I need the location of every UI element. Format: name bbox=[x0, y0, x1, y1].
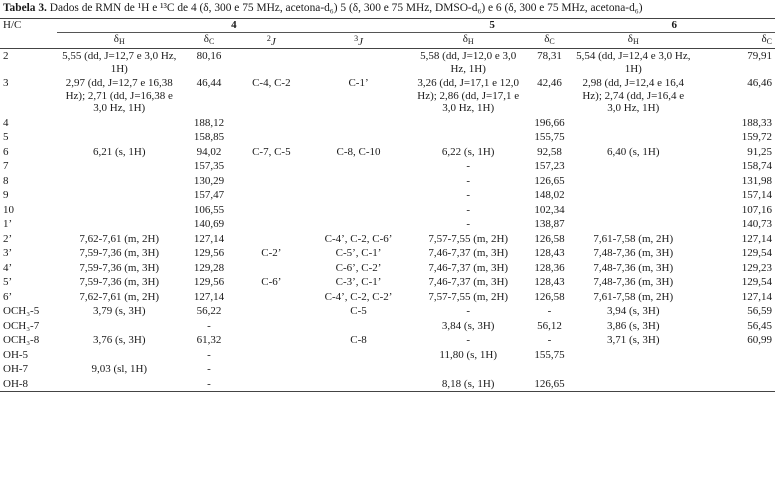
dh-4-cell: 7,59-7,36 (m, 3H) bbox=[79, 261, 160, 274]
j2-cell: C-6’ bbox=[261, 276, 282, 288]
dh-6-cell: 3,86 (s, 3H) bbox=[606, 319, 660, 332]
dc-4-header: $\delta_C$ bbox=[182, 32, 237, 49]
j3-cell bbox=[306, 377, 411, 392]
dh-5-cell: - bbox=[466, 203, 471, 216]
dc-6-cell: 56,45 bbox=[747, 319, 772, 332]
hc-cell: 9 bbox=[3, 189, 9, 201]
dc-6-cell: 129,54 bbox=[741, 276, 772, 288]
dc-5-cell: 42,46 bbox=[537, 77, 562, 89]
table-row bbox=[0, 145, 775, 160]
dh-5-cell: 3,26 (dd, J=17,1 e 12,0 Hz); 2,86 (dd, J=17,1 e 3,0 Hz, 1H) bbox=[417, 77, 520, 114]
dh-5-cell: - bbox=[466, 160, 471, 172]
table-row bbox=[0, 319, 775, 334]
hc-cell: 2 bbox=[3, 50, 9, 62]
dh-4-cell bbox=[57, 159, 182, 174]
j2-cell: C-4, C-2 bbox=[252, 77, 291, 89]
j3-cell: C-3’, C-1’ bbox=[335, 276, 382, 288]
dc-5-cell: - bbox=[547, 305, 552, 317]
dh-5-cell: 6,22 (s, 1H) bbox=[441, 145, 495, 158]
hc-cell: 8 bbox=[3, 174, 9, 187]
dc-6-cell: 46,46 bbox=[747, 77, 772, 89]
dc-5-cell: 157,23 bbox=[534, 160, 565, 172]
dh-4-cell bbox=[57, 188, 182, 203]
dc-6-cell: 140,73 bbox=[741, 218, 772, 230]
j3-cell bbox=[306, 174, 411, 189]
j2-cell bbox=[236, 304, 306, 319]
compound-5-header: 5 bbox=[411, 19, 574, 33]
j2-header: $^2$J bbox=[236, 32, 306, 49]
dc-4-cell: - bbox=[207, 363, 211, 375]
dh-6-cell: 5,54 (dd, J=12,4 e 3,0 Hz, 1H) bbox=[576, 50, 691, 75]
table-row bbox=[0, 203, 775, 218]
j3-cell: C-8 bbox=[350, 334, 367, 346]
dh-4-cell: 3,76 (s, 3H) bbox=[92, 334, 146, 346]
dh-5-cell: 8,18 (s, 1H) bbox=[411, 377, 526, 392]
dc-6-cell: 60,99 bbox=[747, 334, 772, 346]
dc-6-cell: 107,16 bbox=[741, 203, 772, 216]
dc-5-cell: 56,12 bbox=[537, 319, 562, 332]
hc-cell: OH-7 bbox=[3, 363, 29, 375]
dc-6-cell: 158,74 bbox=[741, 160, 772, 172]
dc-5-cell: 126,58 bbox=[534, 232, 565, 245]
dh-6-header: $\delta_H$ bbox=[573, 32, 693, 49]
hc-cell: OCH₃-5 bbox=[3, 305, 40, 317]
dc-5-cell: 92,58 bbox=[537, 145, 562, 158]
j2-cell bbox=[236, 319, 306, 334]
dc-4-cell: 157,47 bbox=[193, 189, 225, 201]
dc-6-cell: 131,98 bbox=[741, 174, 772, 187]
j3-cell bbox=[306, 49, 411, 77]
dh-5-cell: 11,80 (s, 1H) bbox=[439, 348, 498, 361]
dh-4-cell: 9,03 (sl, 1H) bbox=[91, 363, 148, 375]
dc-4-cell: 188,12 bbox=[193, 116, 225, 129]
j3-cell bbox=[306, 348, 411, 363]
j3-cell bbox=[306, 159, 411, 174]
j3-cell: C-5’, C-1’ bbox=[335, 247, 382, 259]
hc-cell: 3’ bbox=[3, 247, 13, 259]
table-row bbox=[0, 348, 775, 363]
dh-4-cell bbox=[57, 130, 182, 145]
dc-6-cell: 129,23 bbox=[741, 261, 772, 274]
dh-4-cell: 3,79 (s, 3H) bbox=[92, 305, 146, 317]
j2-cell bbox=[236, 116, 306, 131]
dh-6-cell: 7,61-7,58 (m, 2H) bbox=[593, 290, 674, 303]
table-row bbox=[0, 232, 775, 247]
dh-5-cell: 5,58 (dd, J=12,0 e 3,0 Hz, 1H) bbox=[420, 50, 517, 75]
dc-6-cell: 127,14 bbox=[741, 290, 772, 303]
table-row bbox=[0, 49, 775, 77]
dc-4-cell: - bbox=[182, 377, 237, 392]
dh-6-cell bbox=[573, 377, 693, 392]
j2-cell: C-2’ bbox=[261, 247, 282, 259]
hc-cell: 1’ bbox=[3, 218, 13, 230]
table-row bbox=[0, 377, 775, 392]
dc-5-cell: 126,65 bbox=[534, 174, 565, 187]
table-row bbox=[0, 304, 775, 319]
dc-5-header: $\delta_C$ bbox=[526, 32, 574, 49]
dh-4-cell: 7,62-7,61 (m, 2H) bbox=[79, 232, 160, 245]
table-row bbox=[0, 290, 775, 305]
hc-cell: 4 bbox=[3, 116, 9, 129]
dc-6-cell: 91,25 bbox=[747, 145, 772, 158]
dh-6-cell bbox=[573, 174, 693, 189]
hc-cell: OCH₃-8 bbox=[3, 334, 40, 346]
dc-6-header: $\delta_C$ bbox=[693, 32, 775, 49]
table-caption bbox=[3, 2, 643, 14]
dc-4-cell: 157,35 bbox=[193, 160, 225, 172]
dh-6-cell: 3,71 (s, 3H) bbox=[606, 334, 660, 346]
j2-cell bbox=[236, 261, 306, 276]
dh-4-cell bbox=[57, 203, 182, 218]
dh-6-cell bbox=[573, 116, 693, 131]
j3-cell: C-8, C-10 bbox=[336, 145, 381, 158]
dh-4-cell bbox=[57, 319, 182, 334]
dc-5-cell: 196,66 bbox=[534, 116, 565, 129]
dc-6-cell: 127,14 bbox=[741, 232, 772, 245]
dc-6-cell: 188,33 bbox=[741, 116, 772, 129]
dh-4-cell: 2,97 (dd, J=12,7 e 16,38 Hz); 2,71 (dd, J=16,38 e 3,0 Hz, 1H) bbox=[65, 77, 173, 114]
dh-6-cell: 7,48-7,36 (m, 3H) bbox=[593, 276, 674, 288]
j2-cell bbox=[236, 290, 306, 305]
dh-5-cell: 7,57-7,55 (m, 2H) bbox=[428, 232, 509, 245]
dc-5-cell bbox=[526, 362, 574, 377]
dc-6-cell bbox=[693, 377, 775, 392]
j3-header: $^3$J bbox=[306, 32, 411, 49]
dc-5-cell: 138,87 bbox=[534, 218, 565, 230]
j3-cell: C-5 bbox=[350, 305, 367, 317]
dc-5-cell: 78,31 bbox=[537, 50, 562, 62]
table-body bbox=[0, 49, 775, 392]
dc-4-cell: - bbox=[207, 319, 211, 332]
table-row bbox=[0, 188, 775, 203]
j2-cell bbox=[236, 130, 306, 145]
hc-cell: OH-5 bbox=[3, 348, 29, 361]
table-row bbox=[0, 174, 775, 189]
dc-4-cell: 129,28 bbox=[193, 261, 225, 274]
dh-6-cell bbox=[573, 348, 693, 363]
dh-6-cell bbox=[573, 159, 693, 174]
dh-4-cell bbox=[57, 377, 182, 392]
dh-5-cell bbox=[411, 116, 526, 131]
dc-4-cell: 106,55 bbox=[193, 203, 225, 216]
dc-5-cell: 128,43 bbox=[534, 276, 565, 288]
table-row bbox=[0, 362, 775, 377]
dh-4-cell bbox=[57, 217, 182, 232]
j3-cell: C-6’, C-2’ bbox=[335, 261, 382, 274]
caption-label: Tabela 3. bbox=[3, 2, 47, 14]
dc-6-cell: 79,91 bbox=[747, 50, 772, 62]
dc-5-cell: 126,58 bbox=[534, 290, 565, 303]
table-row bbox=[0, 159, 775, 174]
dh-6-cell bbox=[573, 203, 693, 218]
j2-cell bbox=[236, 203, 306, 218]
dh-4-header: $\delta_H$ bbox=[57, 32, 182, 49]
hc-cell: 7 bbox=[3, 160, 9, 172]
dc-5-cell: 155,75 bbox=[534, 131, 565, 143]
dh-5-cell bbox=[411, 130, 526, 145]
dh-6-cell: 7,48-7,36 (m, 3H) bbox=[593, 261, 674, 274]
dh-6-cell: 7,48-7,36 (m, 3H) bbox=[593, 247, 674, 259]
dh-5-cell: - bbox=[466, 189, 471, 201]
dh-4-cell bbox=[57, 174, 182, 189]
nmr-data-table bbox=[0, 18, 775, 392]
hc-cell: 2’ bbox=[3, 232, 13, 245]
dc-4-cell: 94,02 bbox=[196, 145, 222, 158]
dh-5-cell: 7,46-7,37 (m, 3H) bbox=[428, 247, 509, 259]
j3-cell: C-1’ bbox=[348, 77, 369, 89]
table-row bbox=[0, 246, 775, 261]
hc-cell: 3 bbox=[3, 77, 9, 89]
dh-6-cell bbox=[573, 188, 693, 203]
subheader-row bbox=[0, 32, 775, 49]
dc-4-cell: 129,56 bbox=[193, 276, 225, 288]
hc-cell: 6 bbox=[3, 145, 9, 158]
dc-6-cell: 129,54 bbox=[741, 247, 772, 259]
dc-6-cell: 56,59 bbox=[747, 305, 772, 317]
dc-4-cell: 127,14 bbox=[193, 290, 225, 303]
dh-5-cell: - bbox=[466, 218, 471, 230]
j2-cell bbox=[236, 174, 306, 189]
dc-4-cell: 46,44 bbox=[196, 77, 222, 89]
j3-cell bbox=[306, 203, 411, 218]
table-row bbox=[0, 217, 775, 232]
table-row bbox=[0, 130, 775, 145]
dc-4-cell: 129,56 bbox=[193, 247, 225, 259]
dc-6-cell bbox=[693, 362, 775, 377]
dh-6-cell: 3,94 (s, 3H) bbox=[606, 305, 660, 317]
dh-5-header: $\delta_H$ bbox=[411, 32, 526, 49]
dh-5-cell: - bbox=[466, 174, 471, 187]
j2-cell bbox=[236, 188, 306, 203]
dh-4-cell: 7,62-7,61 (m, 2H) bbox=[79, 290, 160, 303]
dh-5-cell: - bbox=[466, 334, 471, 346]
hc-header: H/C bbox=[0, 19, 57, 33]
hc-cell: OH-8 bbox=[0, 377, 57, 392]
dh-6-cell bbox=[573, 217, 693, 232]
compound-header-row bbox=[0, 19, 775, 33]
dh-4-cell bbox=[57, 116, 182, 131]
table-row bbox=[0, 275, 775, 290]
j3-cell: C-4’, C-2, C-2’ bbox=[324, 290, 393, 303]
dc-4-cell: - bbox=[207, 348, 211, 361]
j3-cell bbox=[306, 362, 411, 377]
compound-6-header: 6 bbox=[573, 19, 775, 33]
dh-4-cell: 7,59-7,36 (m, 3H) bbox=[79, 247, 160, 259]
dh-5-cell: 3,84 (s, 3H) bbox=[441, 319, 495, 332]
j2-cell bbox=[236, 159, 306, 174]
hc-cell: 5’ bbox=[3, 276, 13, 288]
dc-4-cell: 61,32 bbox=[196, 334, 222, 346]
dc-5-cell: 128,43 bbox=[534, 247, 565, 259]
dc-4-cell: 80,16 bbox=[196, 50, 222, 62]
dh-5-cell: 7,46-7,37 (m, 3H) bbox=[428, 276, 509, 288]
j3-cell bbox=[306, 319, 411, 334]
hc-cell: 10 bbox=[3, 203, 14, 216]
dh-4-cell: 7,59-7,36 (m, 3H) bbox=[79, 276, 160, 288]
hc-cell: OCH₃-7 bbox=[3, 319, 40, 332]
dh-4-cell: 6,21 (s, 1H) bbox=[92, 145, 146, 158]
dh-6-cell: 7,61-7,58 (m, 2H) bbox=[593, 232, 674, 245]
dc-5-cell: 102,34 bbox=[534, 203, 565, 216]
j3-cell bbox=[306, 130, 411, 145]
j3-cell: C-4’, C-2, C-6’ bbox=[324, 232, 393, 245]
dc-5-cell: 126,65 bbox=[526, 377, 574, 392]
dh-5-cell: - bbox=[466, 305, 471, 317]
caption-text: Dados de RMN de ¹H e ¹³C de 4 (δ, 300 e 75 MHz, acetona-d₆) 5 (δ, 300 e 75 MHz, DMSO-d₆) e 6 (δ, 300 e 75 MHz, acetona-d₆) bbox=[49, 2, 643, 14]
j3-cell bbox=[306, 188, 411, 203]
dc-4-cell: 140,69 bbox=[193, 218, 225, 230]
dh-6-cell bbox=[573, 362, 693, 377]
hc-cell: 6’ bbox=[3, 290, 13, 303]
dh-6-cell: 6,40 (s, 1H) bbox=[606, 145, 660, 158]
compound-4-header: 4 bbox=[57, 19, 411, 33]
j3-cell bbox=[306, 116, 411, 131]
table-row bbox=[0, 261, 775, 276]
j2-cell bbox=[236, 217, 306, 232]
dc-4-cell: 130,29 bbox=[193, 174, 225, 187]
dh-5-cell: 7,57-7,55 (m, 2H) bbox=[428, 290, 509, 303]
j2-cell bbox=[236, 333, 306, 348]
dc-5-cell: 128,36 bbox=[534, 261, 565, 274]
dh-6-cell: 2,98 (dd, J=12,4 e 16,4 Hz); 2,74 (dd, J=16,4 e 3,0 Hz, 1H) bbox=[582, 77, 685, 114]
table-row bbox=[0, 116, 775, 131]
dh-4-cell: 5,55 (dd, J=12,7 e 3,0 Hz, 1H) bbox=[62, 50, 177, 75]
dc-4-cell: 56,22 bbox=[196, 305, 222, 317]
hc-cell: 4’ bbox=[3, 261, 13, 274]
j2-cell bbox=[236, 348, 306, 363]
dh-5-cell bbox=[411, 362, 526, 377]
dc-6-cell: 159,72 bbox=[741, 131, 772, 143]
dh-5-cell: 7,46-7,37 (m, 3H) bbox=[428, 261, 509, 274]
j2-cell bbox=[236, 49, 306, 77]
dc-4-cell: 158,85 bbox=[193, 131, 225, 143]
dc-6-cell bbox=[693, 348, 775, 363]
dc-5-cell: 148,02 bbox=[534, 189, 565, 201]
dh-4-cell bbox=[57, 348, 182, 363]
table-row bbox=[0, 333, 775, 348]
dh-6-cell bbox=[573, 130, 693, 145]
dc-6-cell: 157,14 bbox=[741, 189, 772, 201]
j3-cell bbox=[306, 217, 411, 232]
dc-4-cell: 127,14 bbox=[193, 232, 225, 245]
j2-cell bbox=[236, 362, 306, 377]
j2-cell bbox=[236, 232, 306, 247]
j2-cell bbox=[236, 377, 306, 392]
table-row bbox=[0, 76, 775, 116]
hc-cell: 5 bbox=[3, 131, 9, 143]
dc-5-cell: 155,75 bbox=[534, 348, 565, 361]
j2-cell: C-7, C-5 bbox=[252, 145, 291, 158]
dc-5-cell: - bbox=[547, 334, 552, 346]
